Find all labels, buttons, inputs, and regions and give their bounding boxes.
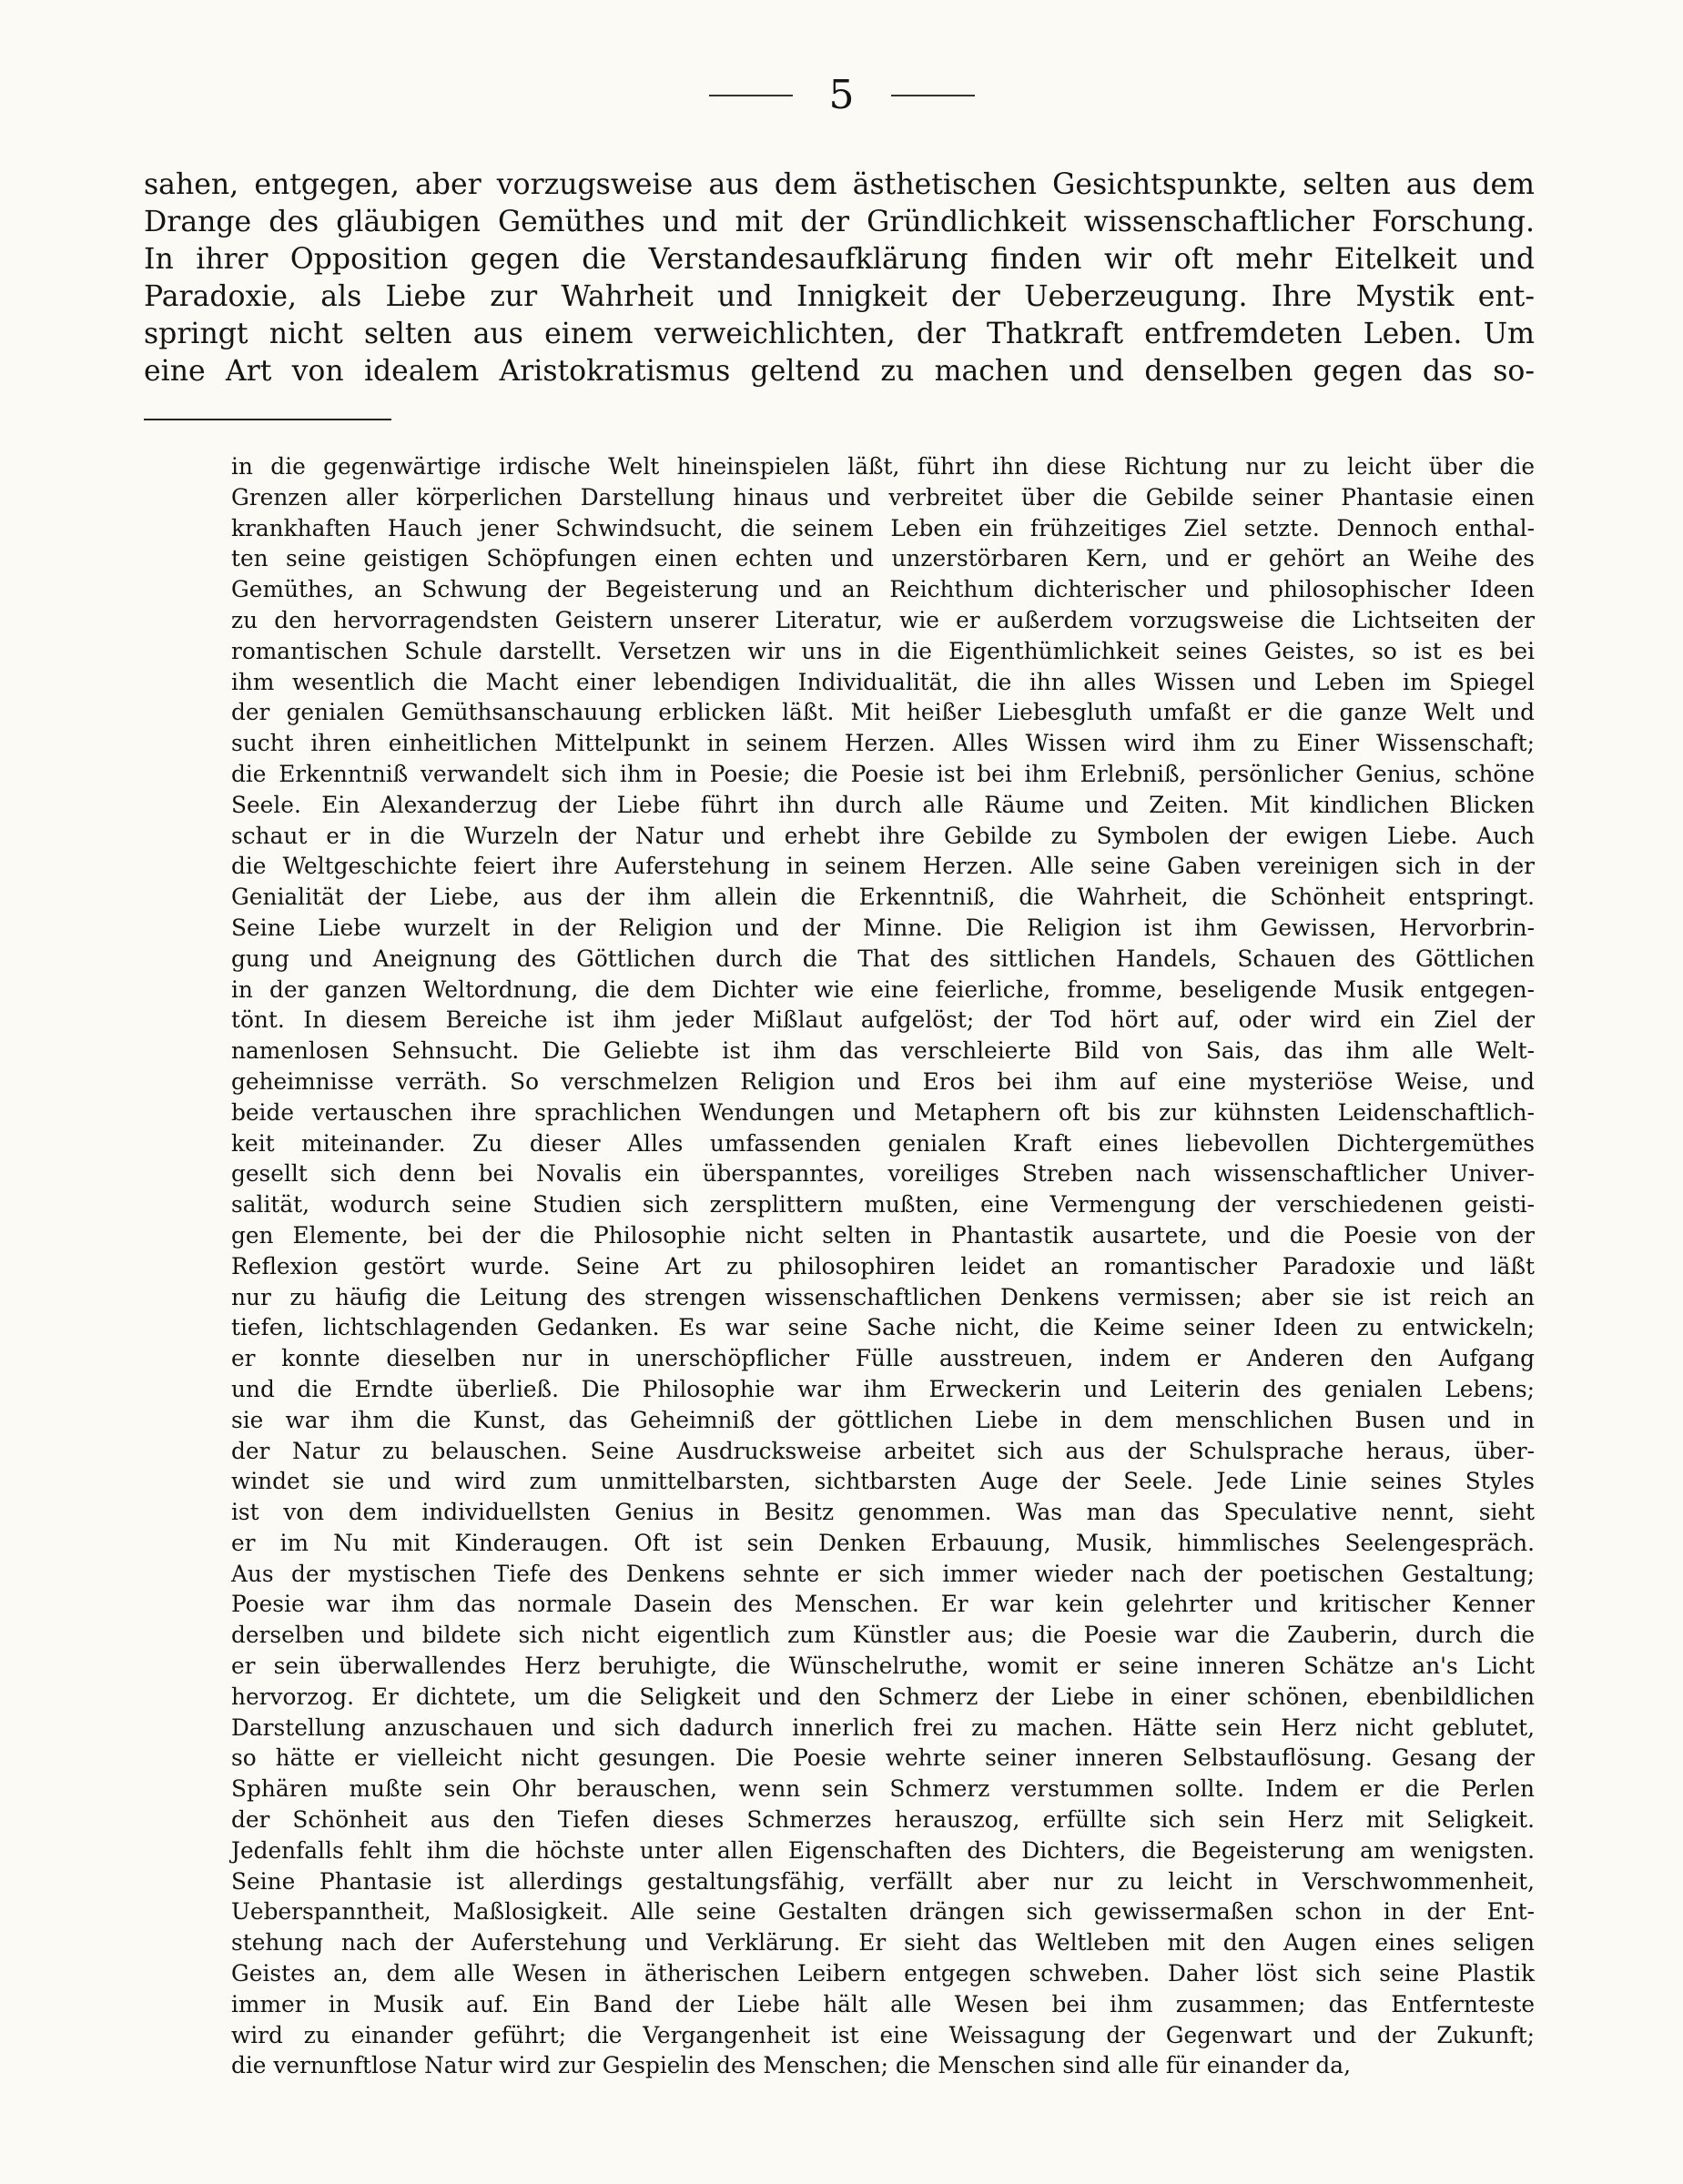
footnote-line: in der ganzen Weltordnung, die dem Dichter wie eine feierliche, fromme, beseligende Musik entgegen- [231,976,1535,1003]
footnote-line: Gemüthes, an Schwung der Begeisterung und an Reichthum dichterischer und philosophischer Ideen [231,576,1535,603]
main-text-line: eine Art von idealem Aristokratismus geltend zu machen und denselben gegen das so- [144,355,1535,388]
footnote-line: Seine Liebe wurzelt in der Religion und der Minne. Die Religion ist ihm Gewissen, Hervorbrin- [231,914,1535,941]
page-number: 5 [828,72,855,118]
footnote-line: hervorzog. Er dichtete, um die Seligkeit und den Schmerz der Liebe in einer schönen, ebenbildlichen [231,1683,1535,1710]
footnote-line: Darstellung anzuschauen und sich dadurch innerlich frei zu machen. Hätte sein Herz nicht geblutet, [231,1714,1535,1741]
footnote-line: schaut er in die Wurzeln der Natur und erhebt ihre Gebilde zu Symbolen der ewigen Liebe. Auch [231,822,1535,849]
footnote-line: der Natur zu belauschen. Seine Ausdrucksweise arbeitet sich aus der Schulsprache heraus, über- [231,1437,1535,1464]
footnote-line: der Schönheit aus den Tiefen dieses Schmerzes herauszog, erfüllte sich sein Herz mit Seligkeit. [231,1806,1535,1834]
footnote-line: keit miteinander. Zu dieser Alles umfassenden genialen Kraft eines liebevollen Dichtergemüthes [231,1129,1535,1157]
page-header [0,73,1683,118]
footnote-line: Ueberspanntheit, Maßlosigkeit. Alle seine Gestalten drängen sich gewissermaßen schon in der Ent- [231,1898,1535,1926]
main-text-line: Paradoxie, als Liebe zur Wahrheit und Innigkeit der Ueberzeugung. Ihre Mystik ent- [144,280,1535,313]
footnote-line: Sphären mußte sein Ohr berauschen, wenn sein Schmerz verstummen sollte. Indem er die Perlen [231,1775,1535,1803]
footnote-line: derselben und bildete sich nicht eigentlich zum Künstler aus; die Poesie war die Zauberin, durch die [231,1622,1535,1649]
footnote-line: die vernunftlose Natur wird zur Gespielin des Menschen; die Menschen sind alle für einander da, [231,2052,1351,2079]
footnote-line: namenlosen Sehnsucht. Die Geliebte ist ihm das verschleierte Bild von Sais, das ihm alle Welt- [231,1037,1535,1065]
footnote-line: beide vertauschen ihre sprachlichen Wendungen und Metaphern oft bis zur kühnsten Leidenschaftlich- [231,1098,1535,1126]
footnote-line: tiefen, lichtschlagenden Gedanken. Es war seine Sache nicht, die Keime seiner Ideen zu entwickeln; [231,1314,1535,1341]
main-text [144,167,1535,390]
footnote-line: Reflexion gestört wurde. Seine Art zu philosophiren leidet an romantischer Paradoxie und läßt [231,1252,1535,1279]
footnote-line: Jedenfalls fehlt ihm die höchste unter allen Eigenschaften des Dichters, die Begeisterung am wenigsten. [231,1836,1535,1864]
footnote-line: immer in Musik auf. Ein Band der Liebe hält alle Wesen bei ihm zusammen; das Entfernteste [231,1990,1535,2017]
footnote-line: stehung nach der Auferstehung und Verklärung. Er sieht das Weltleben mit den Augen eines seligen [231,1929,1535,1956]
footnote-line: tönt. In diesem Bereiche ist ihm jeder Mißlaut aufgelöst; der Tod hört auf, oder wird ein Ziel der [231,1006,1535,1034]
main-text-line: sahen, entgegen, aber vorzugsweise aus dem ästhetischen Gesichtspunkte, selten aus dem [144,168,1535,201]
footnote-line: Seele. Ein Alexanderzug der Liebe führt ihn durch alle Räume und Zeiten. Mit kindlichen Blicken [231,791,1535,818]
footnote-line: er konnte dieselben nur in unerschöpflicher Fülle ausstreuen, indem er Anderen den Aufgang [231,1345,1535,1372]
footnote-line: salität, wodurch seine Studien sich zersplittern mußten, eine Vermengung der verschiedenen geisti- [231,1191,1535,1218]
footnote-line: die Weltgeschichte feiert ihre Auferstehung in seinem Herzen. Alle seine Gaben vereinigen sich in der [231,853,1535,880]
footnote-line: gesellt sich denn bei Novalis ein überspanntes, voreiliges Streben nach wissenschaftlicher Univer- [231,1160,1535,1188]
main-text-line: Drange des gläubigen Gemüthes und mit der Gründlichkeit wissenschaftlicher Forschung. [144,206,1535,238]
footnote-line: zu den hervorragendsten Geistern unserer Literatur, wie er außerdem vorzugsweise die Lichtseiten der [231,606,1535,633]
main-text-line: In ihrer Opposition gegen die Verstandesaufklärung finden wir oft mehr Eitelkeit und [144,243,1535,276]
footnote-line: der genialen Gemüthsanschauung erblicken läßt. Mit heißer Liebesgluth umfaßt er die ganze Welt und [231,699,1535,726]
footnote-line: er sein überwallendes Herz beruhigte, die Wünschelruthe, womit er seine inneren Schätze an's Licht [231,1653,1535,1680]
footnote-line: die Erkenntniß verwandelt sich ihm in Poesie; die Poesie ist bei ihm Erlebniß, persönlicher Genius, schöne [231,760,1535,787]
footnote-separator [144,419,391,420]
main-text-line: springt nicht selten aus einem verweichlichten, der Thatkraft entfremdeten Leben. Um [144,318,1535,350]
footnote-line: er im Nu mit Kinderaugen. Oft ist sein Denken Erbauung, Musik, himmlisches Seelengespräch. [231,1529,1535,1556]
footnote-line: in die gegenwärtige irdische Welt hineinspielen läßt, führt ihn diese Richtung nur zu leicht über die [231,453,1535,480]
footnote-line: sie war ihm die Kunst, das Geheimniß der göttlichen Liebe in dem menschlichen Busen und in [231,1406,1535,1433]
footnote-line: krankhaften Hauch jener Schwindsucht, die seinem Leben ein frühzeitiges Ziel setzte. Dennoch enthal- [231,514,1535,541]
footnote-line: und die Erndte überließ. Die Philosophie war ihm Erweckerin und Leiterin des genialen Lebens; [231,1375,1535,1402]
footnote-line: Grenzen aller körperlichen Darstellung hinaus und verbreitet über die Gebilde seiner Phantasie einen [231,483,1535,511]
footnote-line: windet sie und wird zum unmittelbarsten, sichtbarsten Auge der Seele. Jede Linie seines Styles [231,1468,1535,1495]
footnote-line: Geistes an, dem alle Wesen in ätherischen Leibern entgegen schweben. Daher löst sich seine Plastik [231,1960,1535,1987]
footnote-line: sucht ihren einheitlichen Mittelpunkt in seinem Herzen. Alles Wissen wird ihm zu Einer Wissenschaft; [231,730,1535,757]
header-rule-right [891,95,975,96]
footnote-line: wird zu einander geführt; die Vergangenheit ist eine Weissagung der Gegenwart und der Zukunft; [231,2021,1535,2048]
footnote-line: Poesie war ihm das normale Dasein des Menschen. Er war kein gelehrter und kritischer Kenner [231,1591,1535,1618]
footnote-line: ihm wesentlich die Macht einer lebendigen Individualität, die ihn alles Wissen und Leben im Spiegel [231,668,1535,695]
footnote-line: romantischen Schule darstellt. Versetzen wir uns in die Eigenthümlichkeit seines Geistes, so ist es bei [231,637,1535,664]
footnote-line: gung und Aneignung des Göttlichen durch die That des sittlichen Handels, Schauen des Göttlichen [231,945,1535,972]
footnote-line: gen Elemente, bei der die Philosophie nicht selten in Phantastik ausartete, und die Poesie von der [231,1221,1535,1249]
footnote-line: Seine Phantasie ist allerdings gestaltungsfähig, verfällt aber nur zu leicht in Verschwommenheit, [231,1867,1535,1895]
footnote-line: ten seine geistigen Schöpfungen einen echten und unzerstörbaren Kern, und er gehört an Weihe des [231,545,1535,572]
footnote-line: Aus der mystischen Tiefe des Denkens sehnte er sich immer wieder nach der poetischen Gestaltung; [231,1560,1535,1587]
footnote-line: Genialität der Liebe, aus der ihm allein die Erkenntniß, die Wahrheit, die Schönheit entspringt. [231,884,1535,911]
footnote-line: geheimnisse verräth. So verschmelzen Religion und Eros bei ihm auf eine mysteriöse Weise, und [231,1067,1535,1095]
footnote-line: nur zu häufig die Leitung des strengen wissenschaftlichen Denkens vermissen; aber sie ist reich an [231,1283,1535,1310]
footnote-line: ist von dem individuellsten Genius in Besitz genommen. Was man das Speculative nennt, sieht [231,1499,1535,1526]
footnote-text [231,451,1535,2081]
header-rule-left [709,95,793,96]
footnote-line: so hätte er vielleicht nicht gesungen. Die Poesie wehrte seiner inneren Selbstauflösung. Gesang der [231,1744,1535,1772]
